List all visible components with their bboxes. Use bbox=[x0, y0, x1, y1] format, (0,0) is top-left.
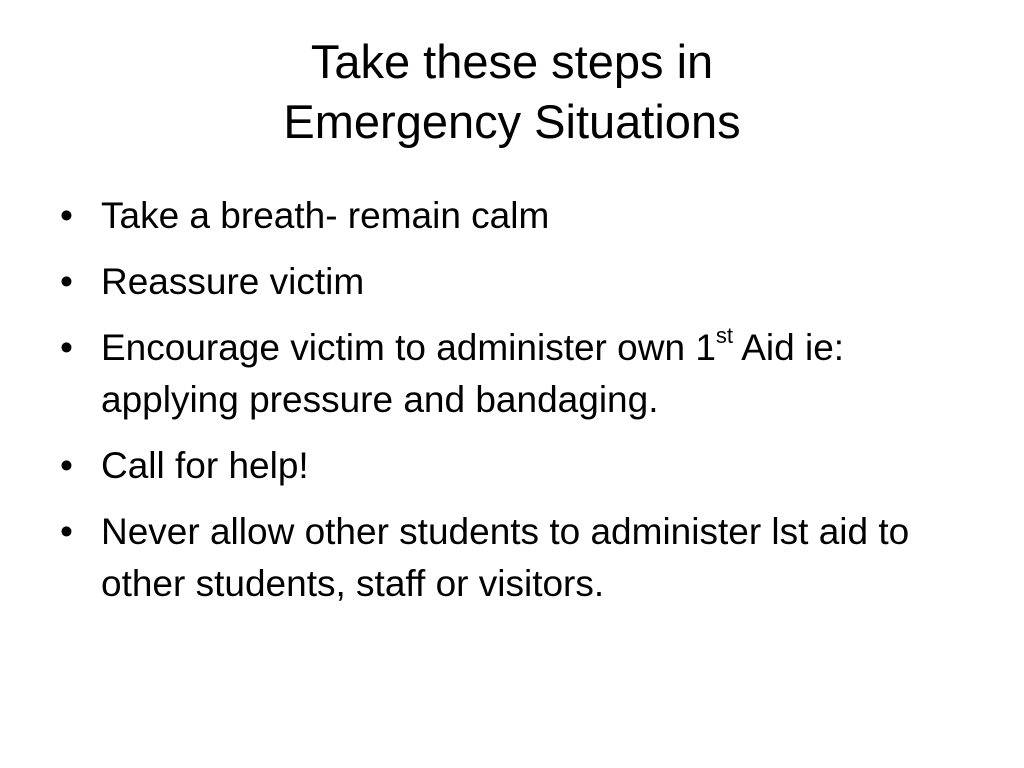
bullet-icon: • bbox=[60, 327, 73, 368]
bullet-item bbox=[60, 506, 980, 610]
bullet-icon: • bbox=[60, 511, 73, 552]
bullet-text bbox=[101, 322, 845, 420]
slide-title-line-1: Take these steps in bbox=[310, 35, 714, 88]
bullet-text: Never allow other students to administer lst aid to other students, staff or visitors. bbox=[101, 511, 910, 604]
bullet-text-before: Encourage victim to administer own 1 bbox=[101, 327, 716, 368]
bullet-item bbox=[60, 256, 980, 308]
bullet-item bbox=[60, 440, 980, 492]
bullet-text-after: Aid ie: applying pressure and bandaging. bbox=[101, 327, 845, 420]
slide-title-line-2: Emergency Situations bbox=[283, 95, 741, 148]
bullet-item bbox=[60, 322, 980, 426]
slide-title bbox=[0, 32, 1024, 152]
bullet-icon: • bbox=[60, 195, 73, 236]
ordinal-superscript: st bbox=[715, 322, 734, 348]
bullet-text: Call for help! bbox=[101, 445, 309, 486]
bullet-icon: • bbox=[60, 261, 73, 302]
bullet-icon: • bbox=[60, 445, 73, 486]
bullet-list bbox=[60, 190, 980, 624]
bullet-item bbox=[60, 190, 980, 242]
bullet-text: Take a breath- remain calm bbox=[101, 195, 550, 236]
bullet-text: Reassure victim bbox=[101, 261, 365, 302]
